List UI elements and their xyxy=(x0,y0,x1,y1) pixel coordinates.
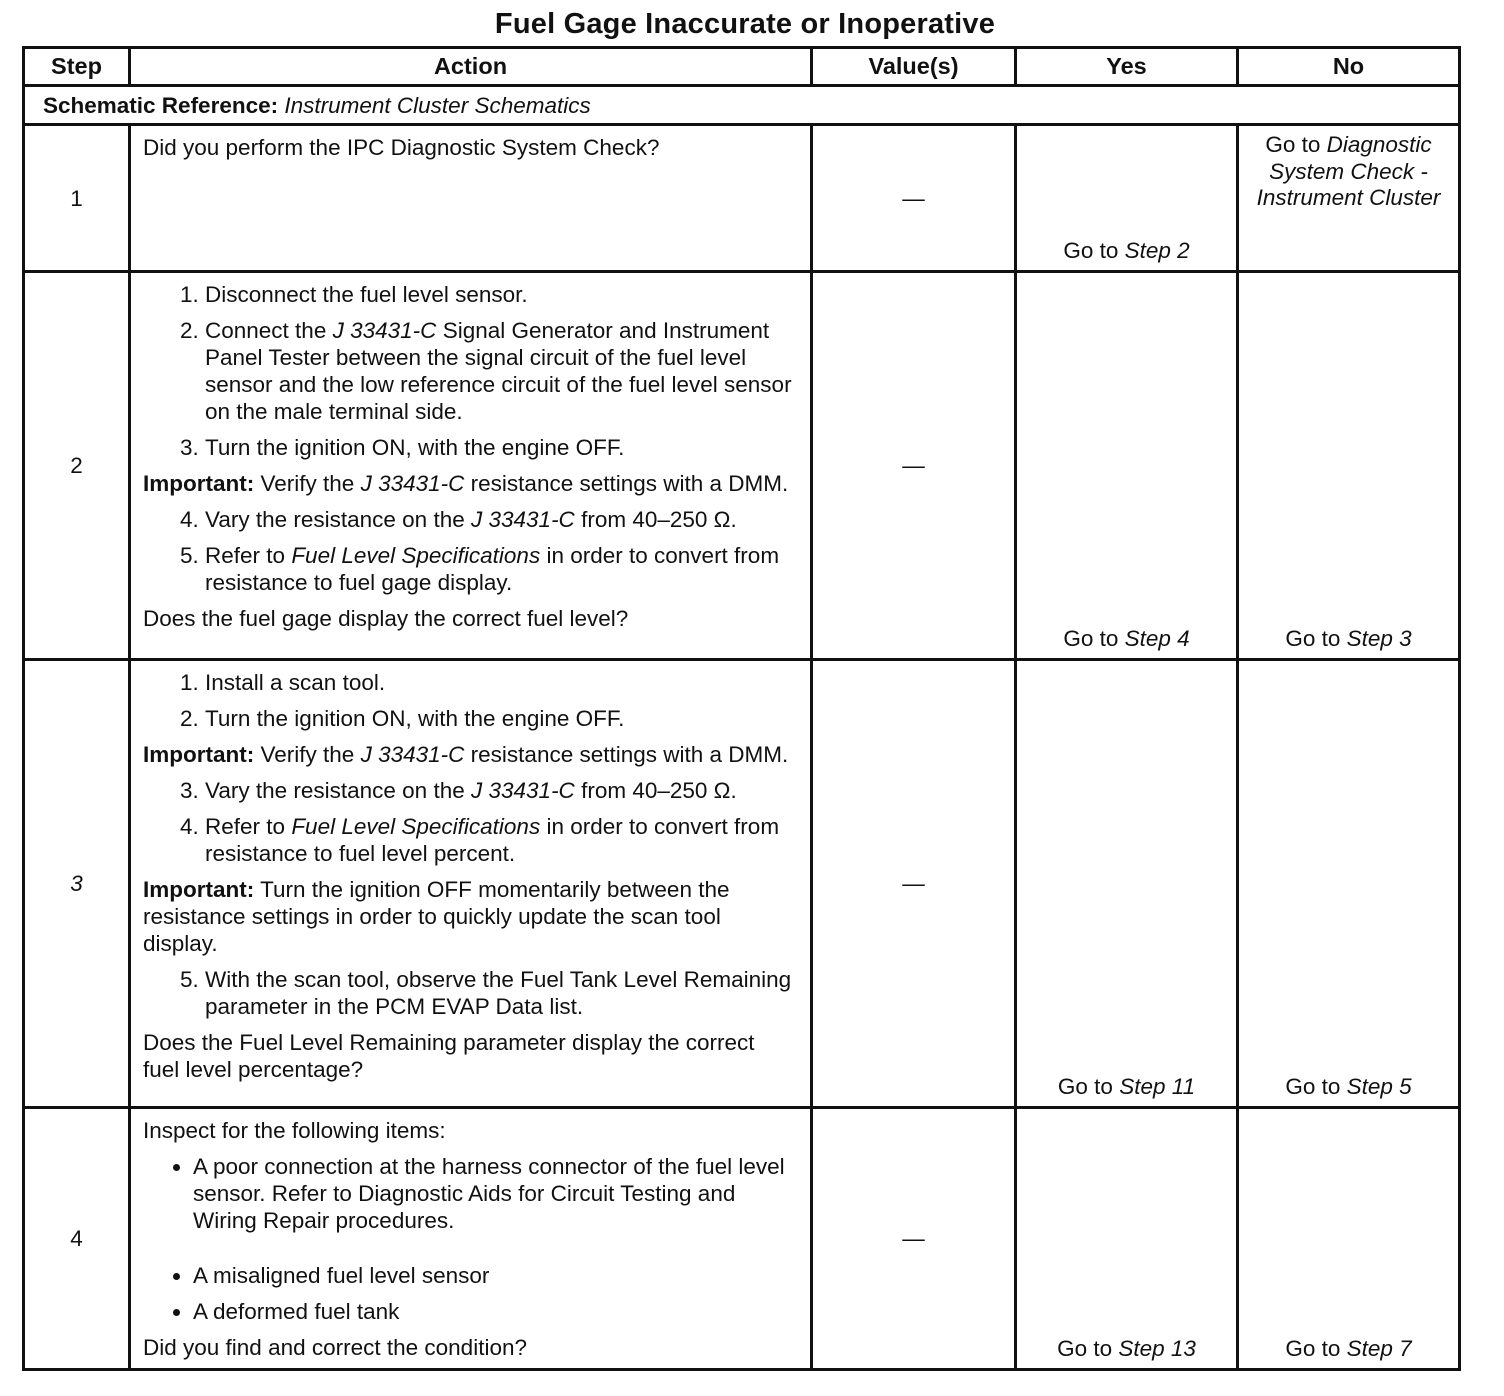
goto-link[interactable]: Step 7 xyxy=(1346,1336,1412,1361)
header-no: No xyxy=(1238,48,1460,86)
list-item: 4. Vary the resistance on the J 33431-C from 40–250 Ω. xyxy=(205,506,796,533)
yes-cell: Go to Step 4 xyxy=(1016,272,1238,660)
value-cell: — xyxy=(812,1108,1016,1370)
question: Does the fuel gage display the correct fuel level? xyxy=(143,606,629,631)
action-cell xyxy=(130,1108,812,1370)
question: Did you perform the IPC Diagnostic System Check? xyxy=(143,135,660,160)
value-cell: — xyxy=(812,660,1016,1108)
important-note: Important: Verify the J 33431-C resistance settings with a DMM. xyxy=(143,471,789,496)
goto-link[interactable]: Step 2 xyxy=(1124,238,1190,263)
goto-link[interactable]: Step 4 xyxy=(1124,626,1190,651)
procedure-list xyxy=(143,966,796,1020)
list-item: 3. Vary the resistance on the J 33431-C from 40–250 Ω. xyxy=(205,777,796,804)
yes-cell: Go to Step 13 xyxy=(1016,1108,1238,1370)
header-step: Step xyxy=(24,48,130,86)
step-number: 3 xyxy=(24,660,130,1108)
procedure-list xyxy=(143,777,796,867)
list-item: 5. With the scan tool, observe the Fuel Tank Level Remaining parameter in the PCM EVAP Data list. xyxy=(205,966,796,1020)
goto-link[interactable]: Step 11 xyxy=(1119,1074,1196,1099)
list-item: 5. Refer to Fuel Level Specifications in order to convert from resistance to fuel gage display. xyxy=(205,542,796,596)
yes-cell: Go to Step 2 xyxy=(1016,125,1238,272)
goto-link[interactable]: Diagnostic System Check - Instrument Cluster xyxy=(1256,132,1441,211)
goto-link[interactable]: Step 13 xyxy=(1118,1336,1196,1361)
no-cell: Go to Step 7 xyxy=(1238,1108,1460,1370)
bullet-list xyxy=(143,1153,796,1325)
header-yes: Yes xyxy=(1016,48,1238,86)
procedure-list xyxy=(143,669,796,732)
list-item: • A deformed fuel tank xyxy=(193,1298,796,1325)
diagnostic-table xyxy=(22,46,1461,1371)
intro-text: Inspect for the following items: xyxy=(143,1118,446,1143)
table-row xyxy=(24,1108,1460,1370)
action-cell xyxy=(130,272,812,660)
step-number: 4 xyxy=(24,1108,130,1370)
no-cell: Go to Step 5 xyxy=(1238,660,1460,1108)
step-number: 1 xyxy=(24,125,130,272)
table-row xyxy=(24,125,1460,272)
header-action: Action xyxy=(130,48,812,86)
list-item: 2. Connect the J 33431-C Signal Generator and Instrument Panel Tester between the signal circuit of the fuel level sensor and the low reference circuit of the fuel level sensor on the male terminal side. xyxy=(205,317,796,425)
procedure-list xyxy=(143,281,796,461)
important-note: Important: Verify the J 33431-C resistance settings with a DMM. xyxy=(143,742,789,767)
list-item: 1. Install a scan tool. xyxy=(205,669,796,696)
value-cell: — xyxy=(812,272,1016,660)
action-cell xyxy=(130,125,812,272)
value-cell: — xyxy=(812,125,1016,272)
list-item: • A poor connection at the harness connector of the fuel level sensor. Refer to Diagnostic Aids for Circuit Testing and Wiring Repair procedures. xyxy=(193,1153,796,1234)
schematic-link[interactable]: Instrument Cluster Schematics xyxy=(284,92,591,118)
schematic-label: Schematic Reference: xyxy=(43,92,279,118)
step-number: 2 xyxy=(24,272,130,660)
list-item: 1. Disconnect the fuel level sensor. xyxy=(205,281,796,308)
list-item: • A misaligned fuel level sensor xyxy=(193,1262,796,1289)
list-item: 4. Refer to Fuel Level Specifications in order to convert from resistance to fuel level percent. xyxy=(205,813,796,867)
header-values: Value(s) xyxy=(812,48,1016,86)
schematic-reference xyxy=(24,86,1460,125)
goto-link[interactable]: Step 5 xyxy=(1346,1074,1412,1099)
goto-link[interactable]: Step 3 xyxy=(1346,626,1412,651)
important-note: Important: Turn the ignition OFF momentarily between the resistance settings in order to quickly update the scan tool display. xyxy=(143,877,730,956)
question: Does the Fuel Level Remaining parameter display the correct fuel level percentage? xyxy=(143,1030,755,1082)
no-cell: Go to Step 3 xyxy=(1238,272,1460,660)
header-row xyxy=(24,48,1460,86)
table-row xyxy=(24,272,1460,660)
table-row xyxy=(24,660,1460,1108)
procedure-list xyxy=(143,506,796,596)
list-item: 3. Turn the ignition ON, with the engine OFF. xyxy=(205,434,796,461)
page-title: Fuel Gage Inaccurate or Inoperative xyxy=(494,8,996,40)
yes-cell: Go to Step 11 xyxy=(1016,660,1238,1108)
schematic-row xyxy=(24,86,1460,125)
question: Did you find and correct the condition? xyxy=(143,1335,527,1360)
action-cell xyxy=(130,660,812,1108)
no-cell: Go to Diagnostic System Check - Instrument Cluster xyxy=(1238,125,1460,272)
list-item: 2. Turn the ignition ON, with the engine OFF. xyxy=(205,705,796,732)
